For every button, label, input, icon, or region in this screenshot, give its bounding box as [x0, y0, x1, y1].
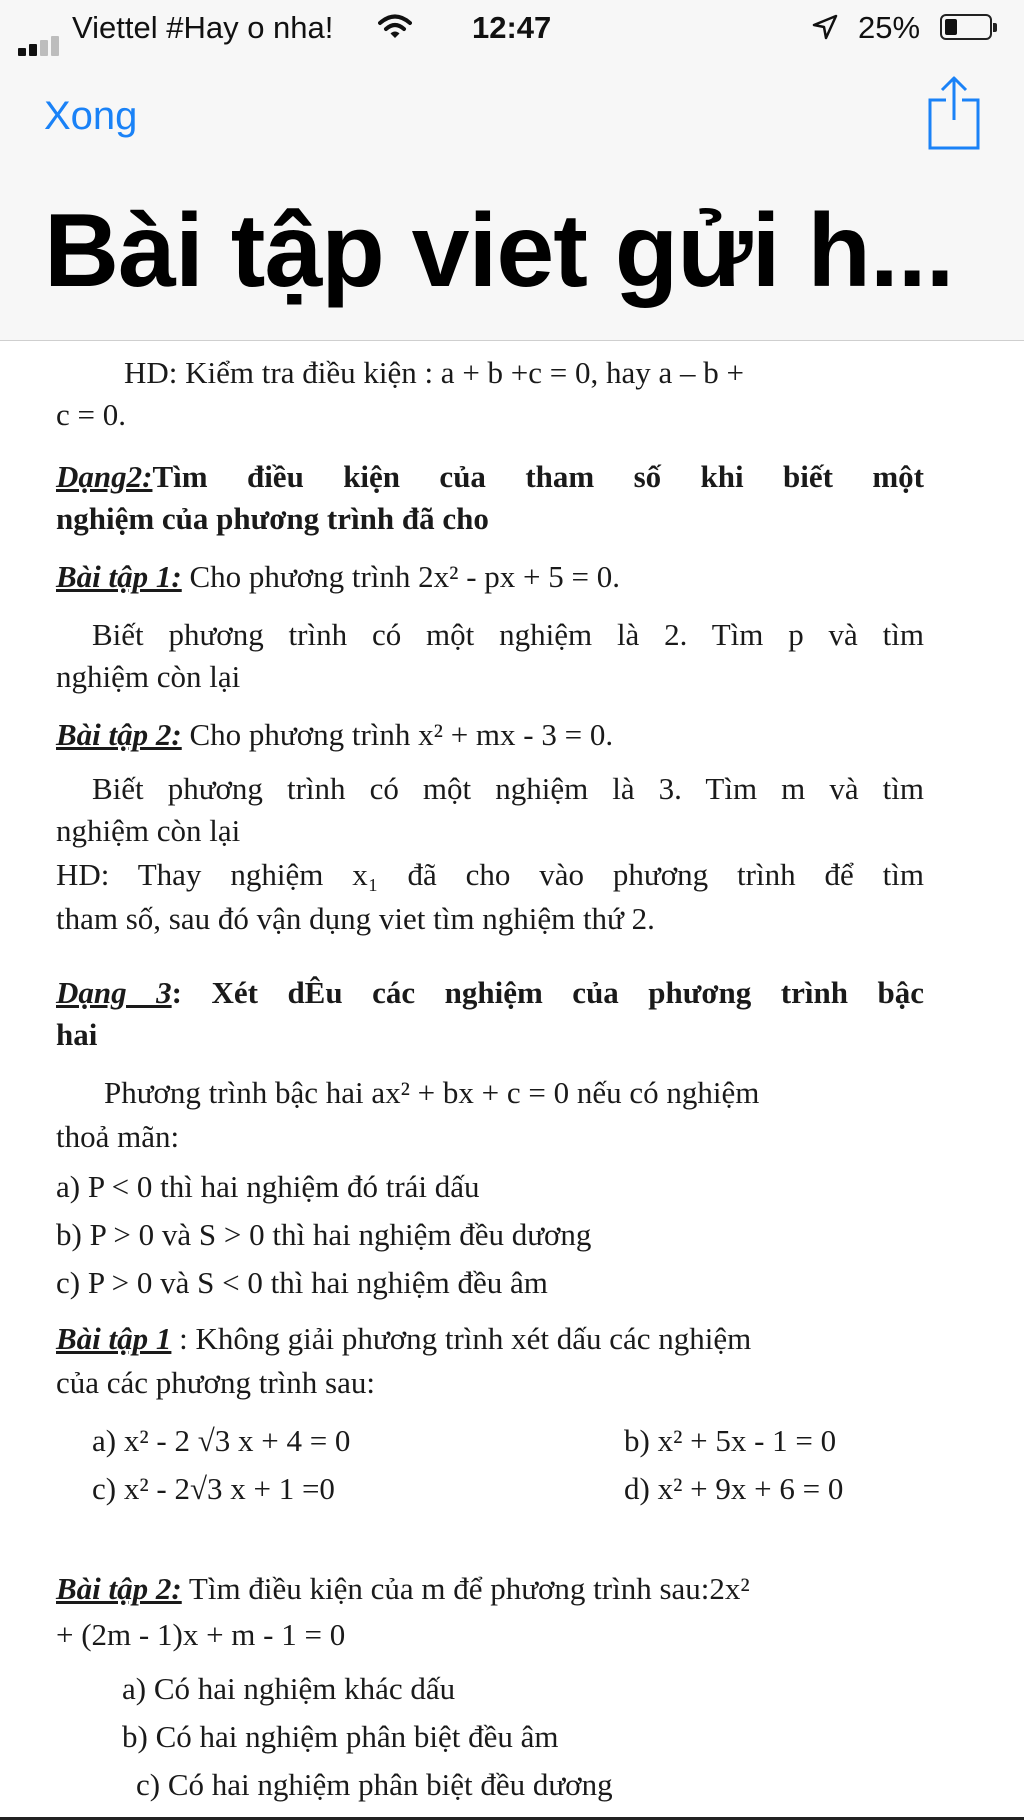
- section-heading: hai: [56, 1017, 98, 1052]
- wifi-icon: [378, 12, 412, 48]
- section-heading: Dạng 3: Xét dÊu các nghiệm của phương trình bậc: [56, 975, 924, 1010]
- exercise-line: nghiệm còn lại: [56, 813, 241, 848]
- document-title: Bài tập viet gửi h...: [44, 193, 954, 309]
- exercise-line: Bài tập 1: Cho phương trình 2x² - px + 5 = 0.: [56, 559, 620, 594]
- carrier-name: Viettel #Hay o nha!: [72, 10, 334, 45]
- condition-line: a) P < 0 thì hai nghiệm đó trái dấu: [56, 1169, 480, 1204]
- theory-line: thoả mãn:: [56, 1119, 180, 1154]
- section-heading: Dạng2:Tìm điều kiện của tham số khi biết một: [56, 459, 924, 494]
- equation: d) x² + 9x + 6 = 0: [624, 1471, 844, 1506]
- section-heading: nghiệm của phương trình đã cho: [56, 501, 489, 536]
- battery-percent: 25%: [858, 10, 921, 45]
- hint-line: tham số, sau đó vận dụng viet tìm nghiệm thứ 2.: [56, 901, 655, 936]
- done-button[interactable]: Xong: [44, 94, 138, 138]
- equation: a) x² - 2 √3 x + 4 = 0: [92, 1423, 351, 1458]
- exercise-line: Biết phương trình có một nghiệm là 3. Tìm m và tìm: [92, 771, 924, 806]
- condition-line: b) P > 0 và S > 0 thì hai nghiệm đều dương: [56, 1217, 592, 1252]
- hint-line: c = 0.: [56, 397, 126, 432]
- exercise-line: Biết phương trình có một nghiệm là 2. Tìm p và tìm: [92, 617, 924, 652]
- exercise-line: Bài tập 2: Tìm điều kiện của m để phương trình sau:2x²: [56, 1571, 750, 1606]
- option-line: a) Có hai nghiệm khác dấu: [122, 1671, 456, 1706]
- condition-line: c) P > 0 và S < 0 thì hai nghiệm đều âm: [56, 1265, 548, 1300]
- exercise-line: của các phương trình sau:: [56, 1365, 375, 1400]
- battery-icon: [940, 14, 992, 40]
- share-icon[interactable]: [926, 74, 982, 157]
- navigation-header: [0, 0, 1024, 341]
- signal-icon: [18, 20, 62, 56]
- document-content: [0, 341, 1024, 1820]
- exercise-line: Bài tập 1 : Không giải phương trình xét dấu các nghiệm: [56, 1321, 752, 1356]
- status-bar: [0, 0, 1024, 58]
- clock: 12:47: [472, 10, 552, 45]
- exercise-line: Bài tập 2: Cho phương trình x² + mx - 3 = 0.: [56, 717, 614, 752]
- option-line: c) Có hai nghiệm phân biệt đều dương: [136, 1767, 613, 1802]
- exercise-line: nghiệm còn lại: [56, 659, 241, 694]
- option-line: b) Có hai nghiệm phân biệt đều âm: [122, 1719, 559, 1754]
- equation: c) x² - 2√3 x + 1 =0: [92, 1471, 335, 1506]
- hint-line: HD: Thay nghiệm x₁ đã cho vào phương trình để tìm: [56, 857, 924, 892]
- equation: b) x² + 5x - 1 = 0: [624, 1423, 837, 1458]
- exercise-line: + (2m - 1)x + m - 1 = 0: [56, 1617, 346, 1652]
- location-arrow-icon: [812, 12, 838, 48]
- hint-line: HD: Kiểm tra điều kiện : a + b +c = 0, hay a – b +: [124, 355, 745, 390]
- theory-line: Phương trình bậc hai ax² + bx + c = 0 nếu có nghiệm: [104, 1075, 760, 1110]
